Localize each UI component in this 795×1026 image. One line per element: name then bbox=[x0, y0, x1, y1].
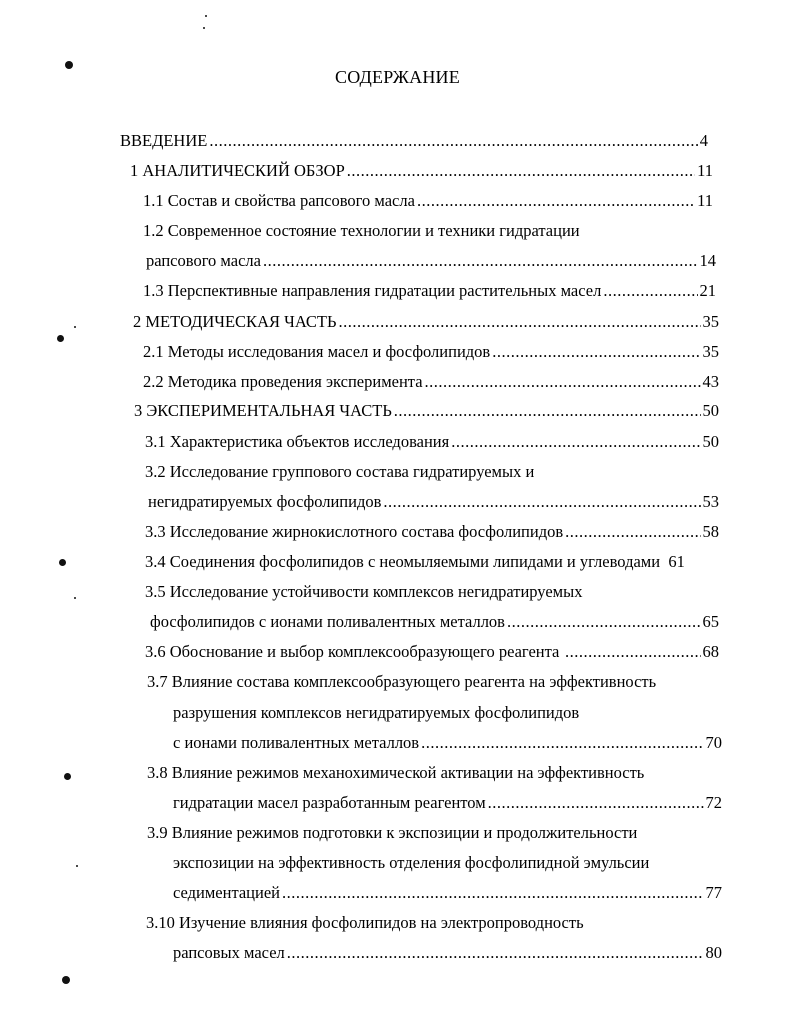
toc-entry-text: 3.2 Исследование группового состава гидратируемых и bbox=[145, 462, 535, 481]
toc-entry bbox=[148, 492, 719, 512]
toc-entry bbox=[150, 612, 719, 632]
toc-leader bbox=[451, 432, 700, 452]
toc-entry-text: гидратации масел разработанным реагентом bbox=[173, 793, 486, 812]
toc-entry bbox=[130, 161, 713, 181]
toc-leader bbox=[282, 883, 703, 903]
scan-speck bbox=[74, 326, 76, 328]
toc-entry bbox=[145, 522, 719, 542]
toc-leader bbox=[507, 612, 701, 632]
toc-entry-text: рапсового масла bbox=[146, 251, 261, 270]
scan-speck bbox=[76, 865, 78, 867]
toc-entry-text: 3.10 Изучение влияния фосфолипидов на электропроводность bbox=[146, 913, 584, 932]
toc-leader bbox=[209, 131, 697, 151]
page-title: СОДЕРЖАНИЕ bbox=[335, 67, 460, 87]
scan-speck bbox=[57, 335, 64, 342]
toc-entry-text: 2.1 Методы исследования масел и фосфолипидов bbox=[143, 342, 491, 361]
toc-entry-page: 61 bbox=[668, 552, 685, 571]
toc-entry-page: 72 bbox=[705, 793, 722, 812]
toc-entry-page: 4 bbox=[699, 131, 708, 150]
toc-entry-text: негидратируемых фосфолипидов bbox=[148, 492, 382, 511]
toc-entry bbox=[173, 943, 722, 963]
toc-leader bbox=[425, 372, 701, 392]
toc-entry-text: 3.6 Обоснование и выбор комплексообразующего реагента bbox=[145, 642, 560, 661]
scan-speck bbox=[65, 61, 73, 69]
toc-entry bbox=[173, 703, 713, 723]
toc-leader bbox=[492, 342, 700, 362]
toc-entry-page: 43 bbox=[702, 372, 719, 391]
toc-entry-text: 3.9 Влияние режимов подготовки к экспозиции и продолжительности bbox=[147, 823, 638, 842]
toc-entry-page: 58 bbox=[702, 522, 719, 541]
toc-entry-text: 3.7 Влияние состава комплексообразующего реагента на эффективность bbox=[147, 672, 657, 691]
toc-entry bbox=[146, 251, 716, 271]
toc-entry-page: 77 bbox=[705, 883, 722, 902]
toc-entry-page: 65 bbox=[702, 612, 719, 631]
toc-entry bbox=[145, 432, 719, 452]
toc-entry-text: 3 ЭКСПЕРИМЕНТАЛЬНАЯ ЧАСТЬ bbox=[134, 401, 392, 420]
toc-entry bbox=[133, 312, 719, 332]
toc-leader bbox=[417, 191, 695, 211]
toc-entry bbox=[173, 793, 722, 813]
toc-entry-text: рапсовых масел bbox=[173, 943, 285, 962]
toc-entry bbox=[143, 281, 716, 301]
toc-entry bbox=[134, 401, 719, 421]
toc-leader bbox=[383, 492, 700, 512]
toc-entry bbox=[173, 883, 722, 903]
toc-entry-text: 3.5 Исследование устойчивости комплексов негидратируемых bbox=[145, 582, 583, 601]
toc-entry bbox=[145, 582, 715, 602]
toc-leader bbox=[603, 281, 697, 301]
toc-entry-page: 50 bbox=[702, 432, 719, 451]
toc-entry-text: 3.4 Соединения фосфолипидов с неомыляемыми липидами и углеводами bbox=[145, 552, 661, 571]
toc-entry-text: 1.3 Перспективные направления гидратации растительных масел bbox=[143, 281, 602, 300]
toc-leader bbox=[394, 401, 701, 421]
toc-entry-page: 11 bbox=[697, 191, 713, 210]
toc-entry bbox=[143, 342, 719, 362]
toc-entry bbox=[143, 191, 713, 211]
toc-entry bbox=[143, 372, 719, 392]
toc-entry-text: 1 АНАЛИТИЧЕСКИЙ ОБЗОР bbox=[130, 161, 345, 180]
toc-entry bbox=[145, 552, 725, 572]
toc-entry-text: 1.1 Состав и свойства рапсового масла bbox=[143, 191, 415, 210]
toc-leader bbox=[347, 161, 695, 181]
toc-entry-page: 21 bbox=[699, 281, 716, 300]
toc-entry-text: экспозиции на эффективность отделения фосфолипидной эмульсии bbox=[173, 853, 650, 872]
toc-entry-page: 53 bbox=[702, 492, 719, 511]
scan-speck bbox=[205, 15, 207, 17]
toc-entry-text: 2 МЕТОДИЧЕСКАЯ ЧАСТЬ bbox=[133, 312, 337, 331]
toc-leader bbox=[421, 733, 703, 753]
toc-leader bbox=[565, 642, 701, 662]
toc-leader bbox=[287, 943, 704, 963]
toc-entry-text: 3.3 Исследование жирнокислотного состава фосфолипидов bbox=[145, 522, 564, 541]
toc-entry-text: седиментацией bbox=[173, 883, 281, 902]
scan-speck bbox=[62, 976, 70, 984]
toc-leader bbox=[488, 793, 704, 813]
scan-speck bbox=[74, 597, 76, 599]
toc-entry-text: 3.8 Влияние режимов механохимической активации на эффективность bbox=[147, 763, 645, 782]
toc-leader bbox=[339, 312, 701, 332]
toc-entry-page: 68 bbox=[702, 642, 719, 661]
toc-leader bbox=[565, 522, 700, 542]
toc-entry-page: 35 bbox=[702, 312, 719, 331]
toc-entry-text: ВВЕДЕНИЕ bbox=[120, 131, 208, 150]
toc-leader bbox=[263, 251, 698, 271]
toc-entry bbox=[145, 642, 719, 662]
toc-entry-text: 3.1 Характеристика объектов исследования bbox=[145, 432, 450, 451]
toc-entry-page: 50 bbox=[702, 401, 719, 420]
toc-entry bbox=[173, 733, 722, 753]
toc-entry-text: 2.2 Методика проведения эксперимента bbox=[143, 372, 423, 391]
toc-entry-text: фосфолипидов с ионами поливалентных металлов bbox=[150, 612, 505, 631]
toc-entry bbox=[146, 913, 716, 933]
toc-entry-page: 80 bbox=[705, 943, 722, 962]
scan-speck bbox=[203, 27, 205, 29]
toc-entry-text: 1.2 Современное состояние технологии и техники гидратации bbox=[143, 221, 580, 240]
toc-entry-page: 11 bbox=[697, 161, 713, 180]
toc-entry-text: разрушения комплексов негидратируемых фосфолипидов bbox=[173, 703, 580, 722]
scan-speck bbox=[64, 773, 71, 780]
toc-entry bbox=[147, 823, 717, 843]
toc-entry-page: 14 bbox=[699, 251, 716, 270]
toc-entry-page: 70 bbox=[705, 733, 722, 752]
toc-entry bbox=[143, 221, 713, 241]
toc-entry-page: 35 bbox=[702, 342, 719, 361]
scan-speck bbox=[59, 559, 66, 566]
toc-entry bbox=[147, 763, 717, 783]
toc-entry bbox=[147, 672, 717, 692]
toc-entry bbox=[120, 131, 708, 151]
toc-entry-text: с ионами поливалентных металлов bbox=[173, 733, 420, 752]
toc-entry bbox=[145, 462, 715, 482]
toc-entry bbox=[173, 853, 713, 873]
